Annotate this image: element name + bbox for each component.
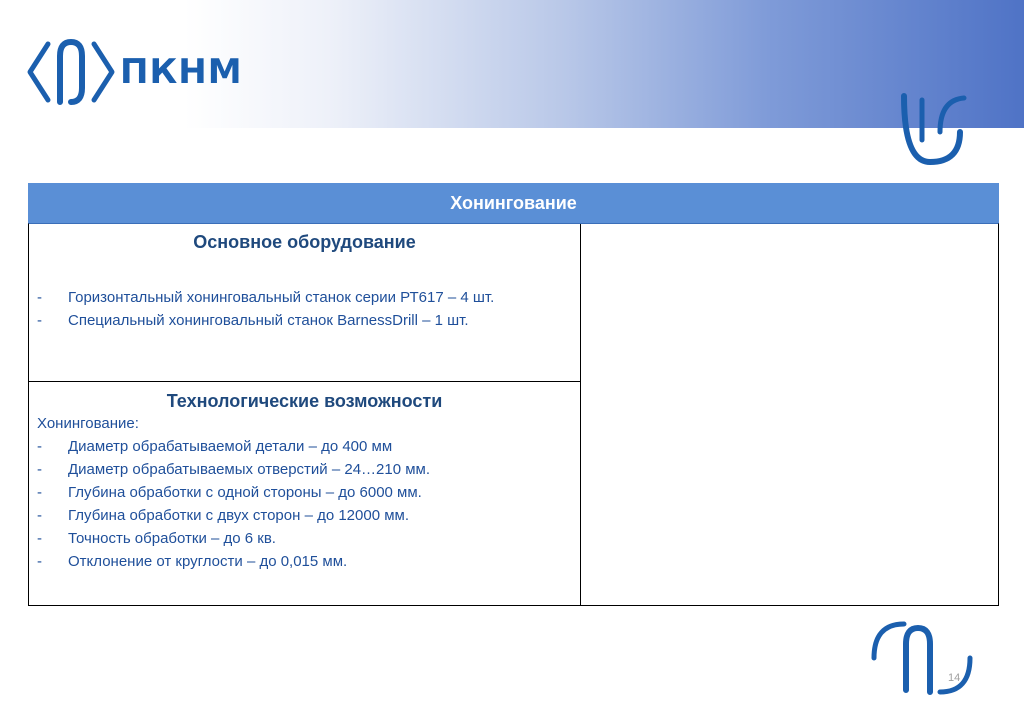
capabilities-subtitle: Хонингование: (37, 415, 139, 432)
list-item: - Точность обработки – до 6 кв. (37, 530, 276, 547)
logo-icon (26, 34, 116, 110)
footer-logo-icon (870, 618, 974, 698)
list-item: - Диаметр обрабатываемой детали – до 400 мм (37, 438, 393, 455)
list-item: - Глубина обработки с двух сторон – до 12000 мм. (37, 507, 410, 524)
content-table (28, 223, 999, 606)
capabilities-list (29, 435, 580, 573)
left-column (29, 224, 581, 605)
equipment-cell (29, 224, 580, 382)
table-header: Хонингование (28, 183, 999, 223)
equipment-list (29, 286, 580, 332)
list-item: - Отклонение от круглости – до 0,015 мм. (37, 553, 348, 570)
list-item: - Диаметр обрабатываемых отверстий – 24…210 мм. (37, 461, 431, 478)
list-item: - Специальный хонинговальный станок BarnessDrill – 1 шт. (37, 312, 469, 329)
page-number: 14 (948, 672, 961, 684)
brand-name: ПКНМ (120, 52, 243, 92)
capabilities-cell (29, 382, 580, 605)
capabilities-title: Технологические возможности (166, 391, 443, 411)
image-cell (581, 224, 998, 605)
corner-logo-icon (880, 92, 972, 166)
list-item: - Глубина обработки с одной стороны – до 6000 мм. (37, 484, 422, 501)
list-item: - Горизонтальный хонинговальный станок серии РТ617 – 4 шт. (37, 289, 495, 306)
equipment-title: Основное оборудование (193, 232, 416, 252)
